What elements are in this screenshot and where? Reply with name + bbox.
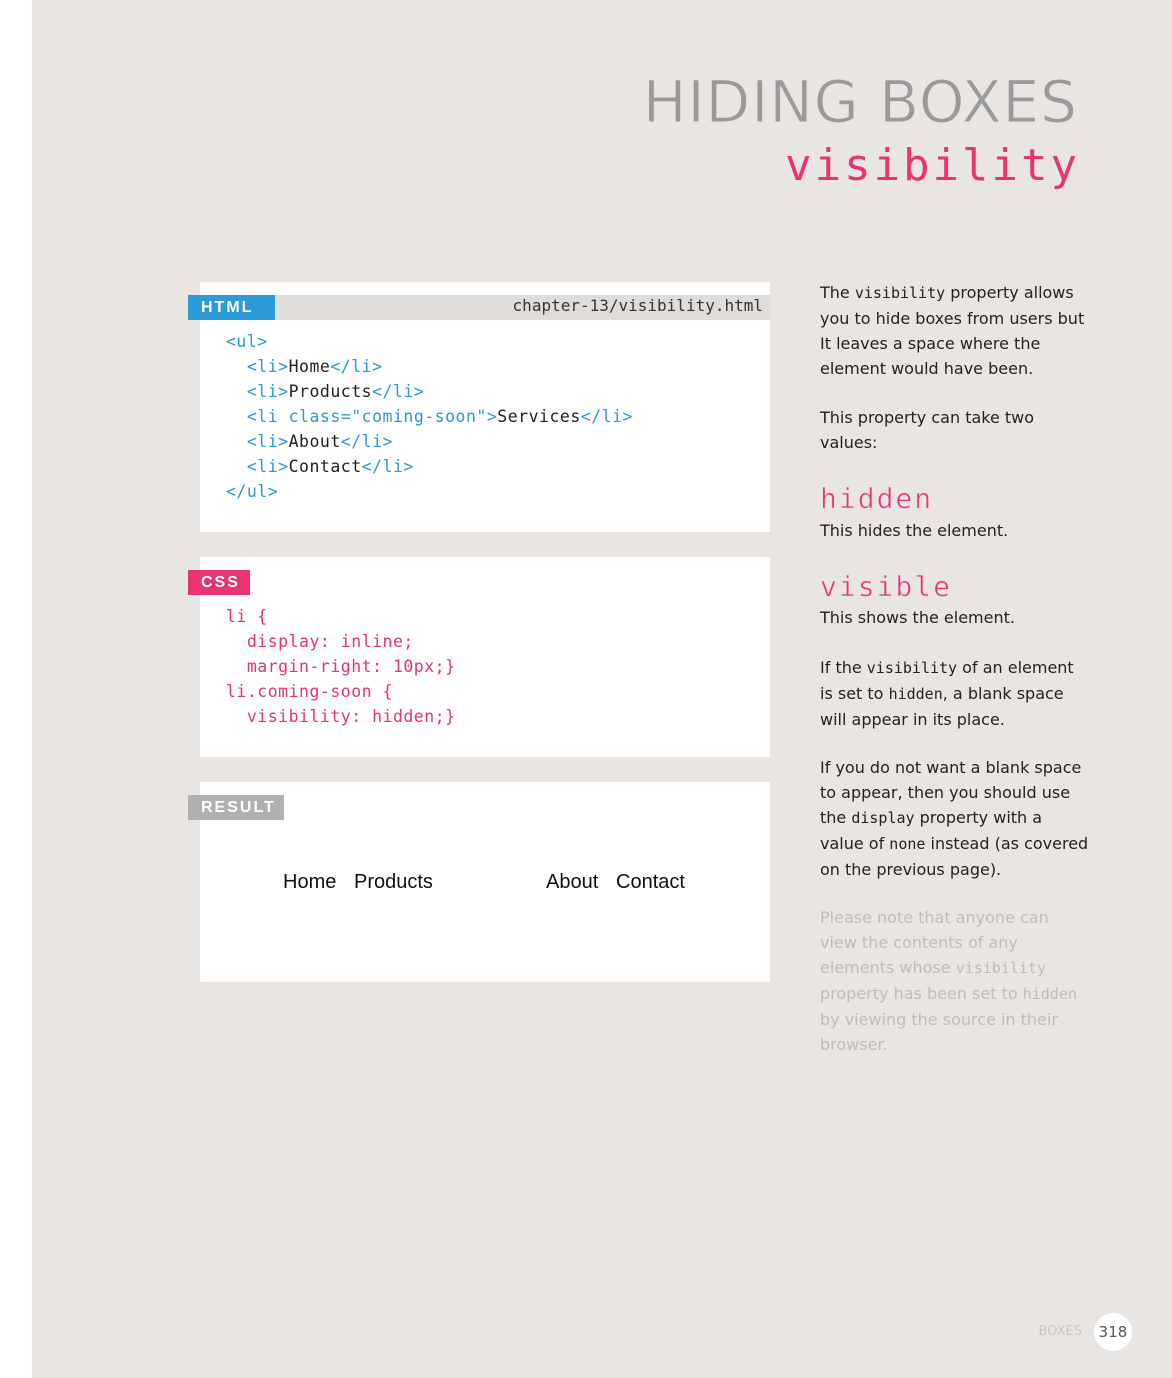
code-line: margin-right: 10px;} (226, 657, 456, 676)
hidden-explanation-paragraph: If the visibility of an element is set to hidden, a blank space will appear in its place. (820, 658, 1074, 729)
term-hidden: hidden (820, 482, 934, 515)
book-page (32, 0, 1172, 1378)
html-code (226, 329, 633, 504)
code-line: <li>Products</li> (246, 382, 425, 401)
values-paragraph: This property can take two values: (820, 408, 1035, 452)
page-subtitle: visibility (785, 140, 1080, 191)
result-item-products: Products (354, 871, 433, 893)
code-line: <ul> (226, 332, 268, 351)
code-line: display: inline; (226, 632, 414, 651)
term-visible: visible (820, 570, 953, 603)
css-tag: CSS (188, 570, 250, 595)
footer-section-label: BOXES (1038, 1324, 1082, 1339)
code-line: li { (226, 607, 268, 626)
result-tag: RESULT (188, 795, 284, 820)
result-item-home: Home (283, 871, 337, 893)
intro-paragraph: The visibility property allows you to hide boxes from users but It leaves a space where the element would have been. (820, 283, 1085, 378)
code-line: <li>Home</li> (246, 357, 383, 376)
desc-hidden: This hides the element. (820, 521, 1009, 540)
code-line: </ul> (226, 482, 279, 501)
html-code-panel (200, 282, 770, 532)
note-paragraph: Please note that anyone can view the contents of any elements whose visibility property has been set to hidden by viewing the source in their browser. (820, 908, 1077, 1054)
code-line: <li>Contact</li> (246, 457, 414, 476)
desc-visible: This shows the element. (820, 608, 1015, 627)
result-item-about: About (546, 871, 599, 893)
result-item-contact: Contact (616, 871, 685, 893)
css-code-panel (200, 557, 770, 757)
code-line: <li class="coming-soon">Services</li> (246, 407, 633, 426)
display-alternative-paragraph: If you do not want a blank space to appear, then you should use the display property with a value of none instead (as covered on the previous page). (820, 758, 1089, 879)
css-code (226, 604, 456, 729)
result-panel (200, 782, 770, 982)
html-tag: HTML (188, 295, 275, 320)
file-name: chapter-13/visibility.html (512, 296, 763, 315)
code-line: visibility: hidden;} (226, 707, 456, 726)
page-number: 318 (1094, 1313, 1132, 1351)
page-title: HIDING BOXES (642, 68, 1078, 136)
code-line: li.coming-soon { (226, 682, 393, 701)
code-line: <li>About</li> (246, 432, 393, 451)
